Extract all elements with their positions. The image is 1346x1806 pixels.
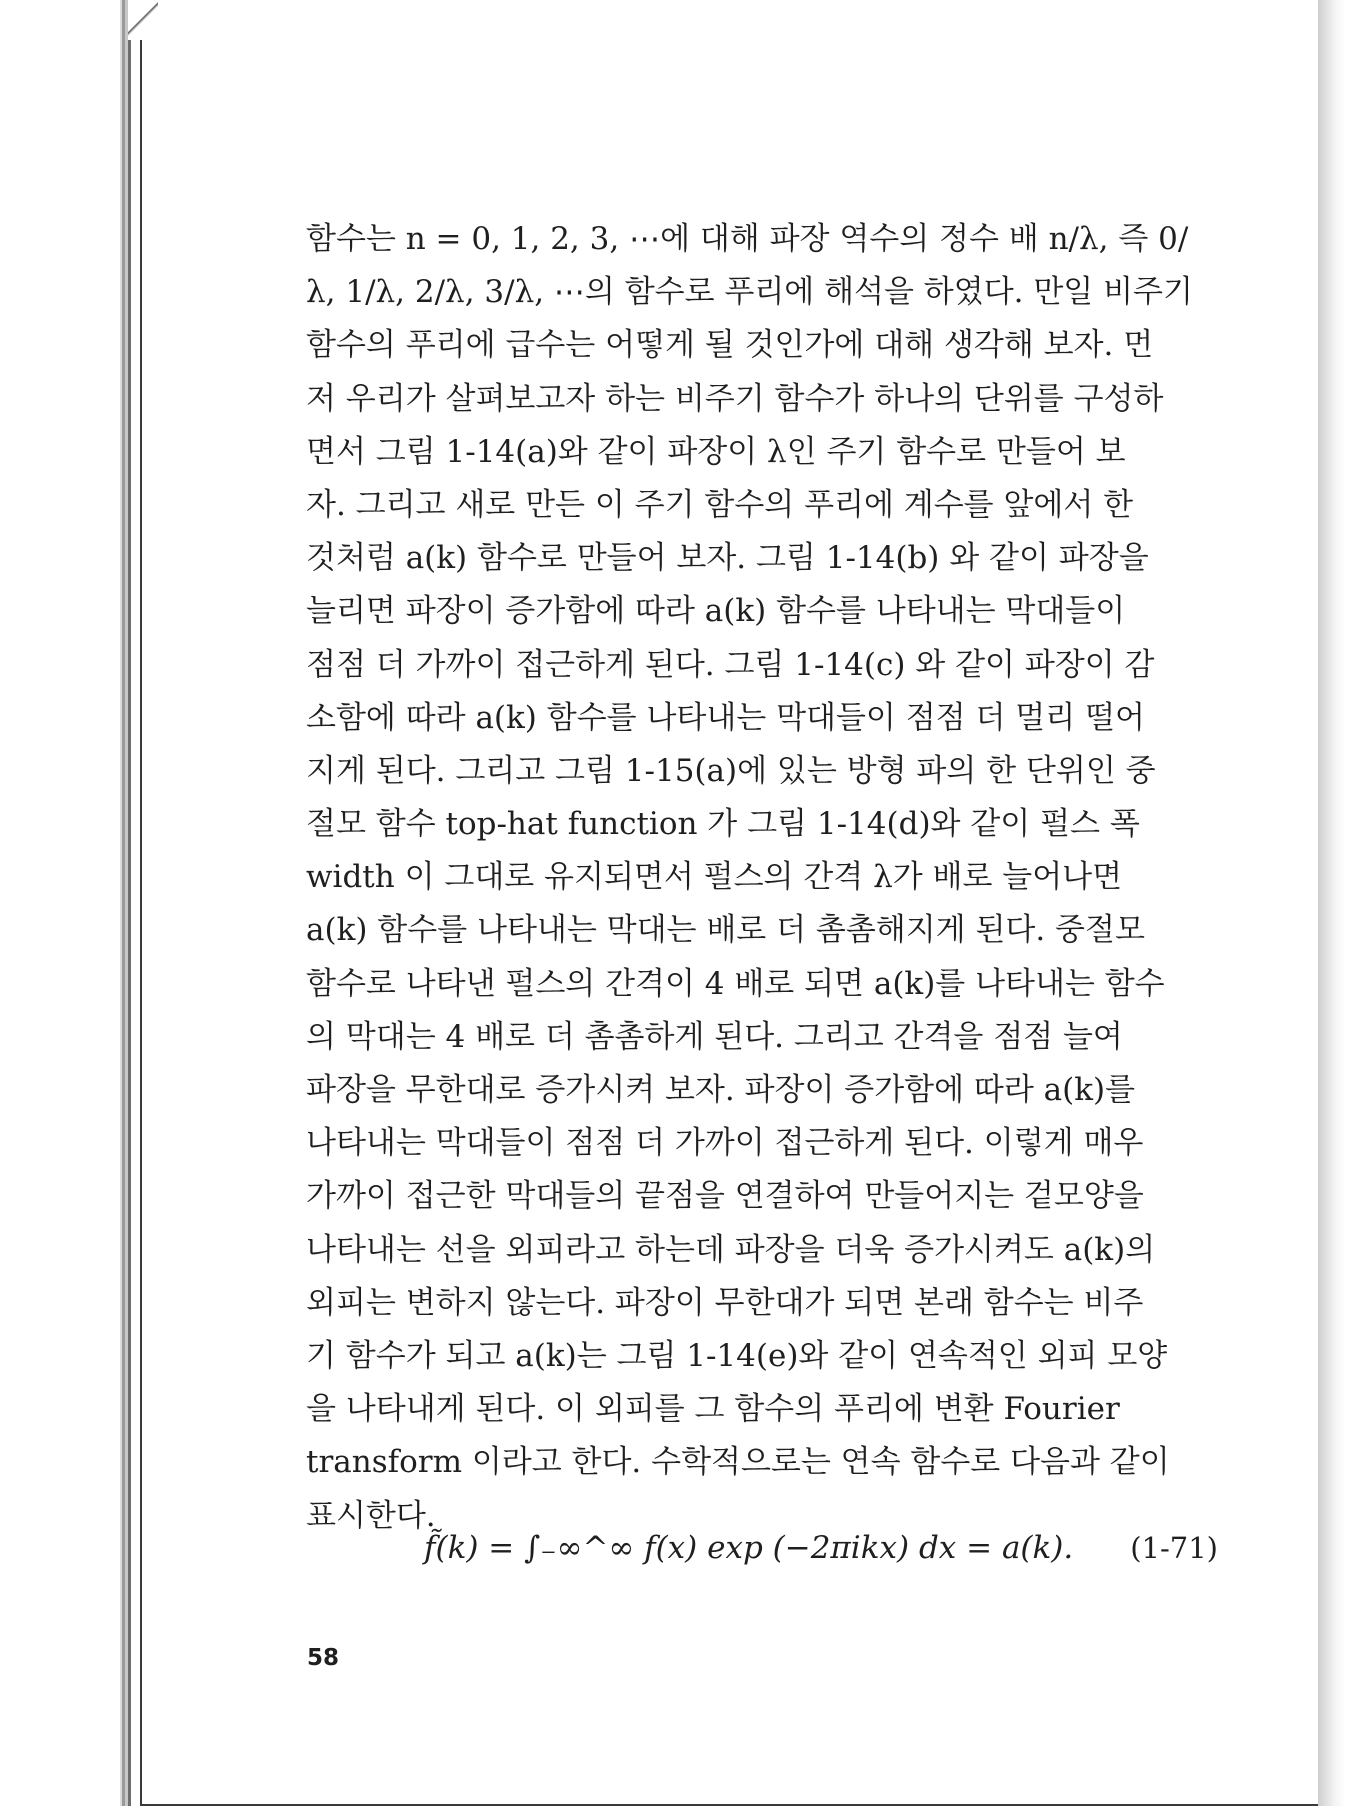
- text-line: λ, 1/λ, 2/λ, 3/λ, ⋯의 함수로 푸리에 해석을 하였다. 만일 비주기: [306, 274, 1193, 311]
- text-line: 가까이 접근한 막대들의 끝점을 연결하여 만들어지는 겉모양을: [306, 1178, 1144, 1215]
- text-line: 표시한다.: [306, 1497, 436, 1534]
- text-line: 함수로 나타낸 펄스의 간격이 4 배로 되면 a(k)를 나타내는 함수: [306, 965, 1165, 1002]
- text-line: 저 우리가 살펴보고자 하는 비주기 함수가 하나의 단위를 구성하: [306, 380, 1164, 417]
- text-line: 의 막대는 4 배로 더 촘촘하게 된다. 그리고 간격을 점점 늘여: [306, 1018, 1123, 1055]
- body-text: [306, 213, 1218, 1534]
- text-line: 면서 그림 1-14(a)와 같이 파장이 λ인 주기 함수로 만들어 보: [306, 433, 1126, 470]
- text-line: 점점 더 가까이 접근하게 된다. 그림 1-14(c) 와 같이 파장이 감: [306, 646, 1155, 683]
- text-line: 을 나타내게 된다. 이 외피를 그 함수의 푸리에 변환 Fourier: [306, 1391, 1120, 1428]
- text-line: 것처럼 a(k) 함수로 만들어 보자. 그림 1-14(b) 와 같이 파장을: [306, 540, 1149, 577]
- equation: f̃(k) = ∫₋∞^∞ f(x) exp (−2πikx) dx = a(k).: [424, 1530, 1074, 1566]
- text-line: 파장을 무한대로 증가시켜 보자. 파장이 증가함에 따라 a(k)를: [306, 1072, 1136, 1108]
- page-edge-shadow: [1318, 0, 1346, 1806]
- equation-number: (1-71): [1130, 1531, 1218, 1565]
- text-line: 함수는 n = 0, 1, 2, 3, ⋯에 대해 파장 역수의 정수 배 n/λ, 즉 0/: [306, 221, 1189, 257]
- text-line: 기 함수가 되고 a(k)는 그림 1-14(e)와 같이 연속적인 외피 모양: [306, 1337, 1168, 1374]
- text-line: 절모 함수 top-hat function 가 그림 1-14(d)와 같이 펄스 폭: [306, 806, 1140, 843]
- page-number: 58: [307, 1645, 340, 1671]
- text-line: a(k) 함수를 나타내는 막대는 배로 더 촘촘해지게 된다. 중절모: [306, 912, 1145, 949]
- text-line: 나타내는 선을 외피라고 하는데 파장을 더욱 증가시켜도 a(k)의: [306, 1231, 1156, 1268]
- text-line: 외피는 변하지 않는다. 파장이 무한대가 되면 본래 함수는 비주: [306, 1284, 1144, 1321]
- text-line: 나타내는 막대들이 점점 더 가까이 접근하게 된다. 이렇게 매우: [306, 1125, 1144, 1162]
- text-line: 늘리면 파장이 증가함에 따라 a(k) 함수를 나타내는 막대들이: [306, 593, 1126, 630]
- text-line: 함수의 푸리에 급수는 어떻게 될 것인가에 대해 생각해 보자. 먼: [306, 327, 1154, 364]
- page-corner-fold: [128, 0, 158, 40]
- text-line: 자. 그리고 새로 만든 이 주기 함수의 푸리에 계수를 앞에서 한: [306, 486, 1134, 523]
- text-line: 지게 된다. 그리고 그림 1-15(a)에 있는 방형 파의 한 단위인 중: [306, 752, 1156, 789]
- equation-block: [306, 1518, 1218, 1588]
- text-line: width 이 그대로 유지되면서 펄스의 간격 λ가 배로 늘어나면: [306, 859, 1123, 896]
- text-line: transform 이라고 한다. 수학적으로는 연속 함수로 다음과 같이: [306, 1444, 1170, 1481]
- text-line: 소함에 따라 a(k) 함수를 나타내는 막대들이 점점 더 멀리 떨어: [306, 699, 1145, 736]
